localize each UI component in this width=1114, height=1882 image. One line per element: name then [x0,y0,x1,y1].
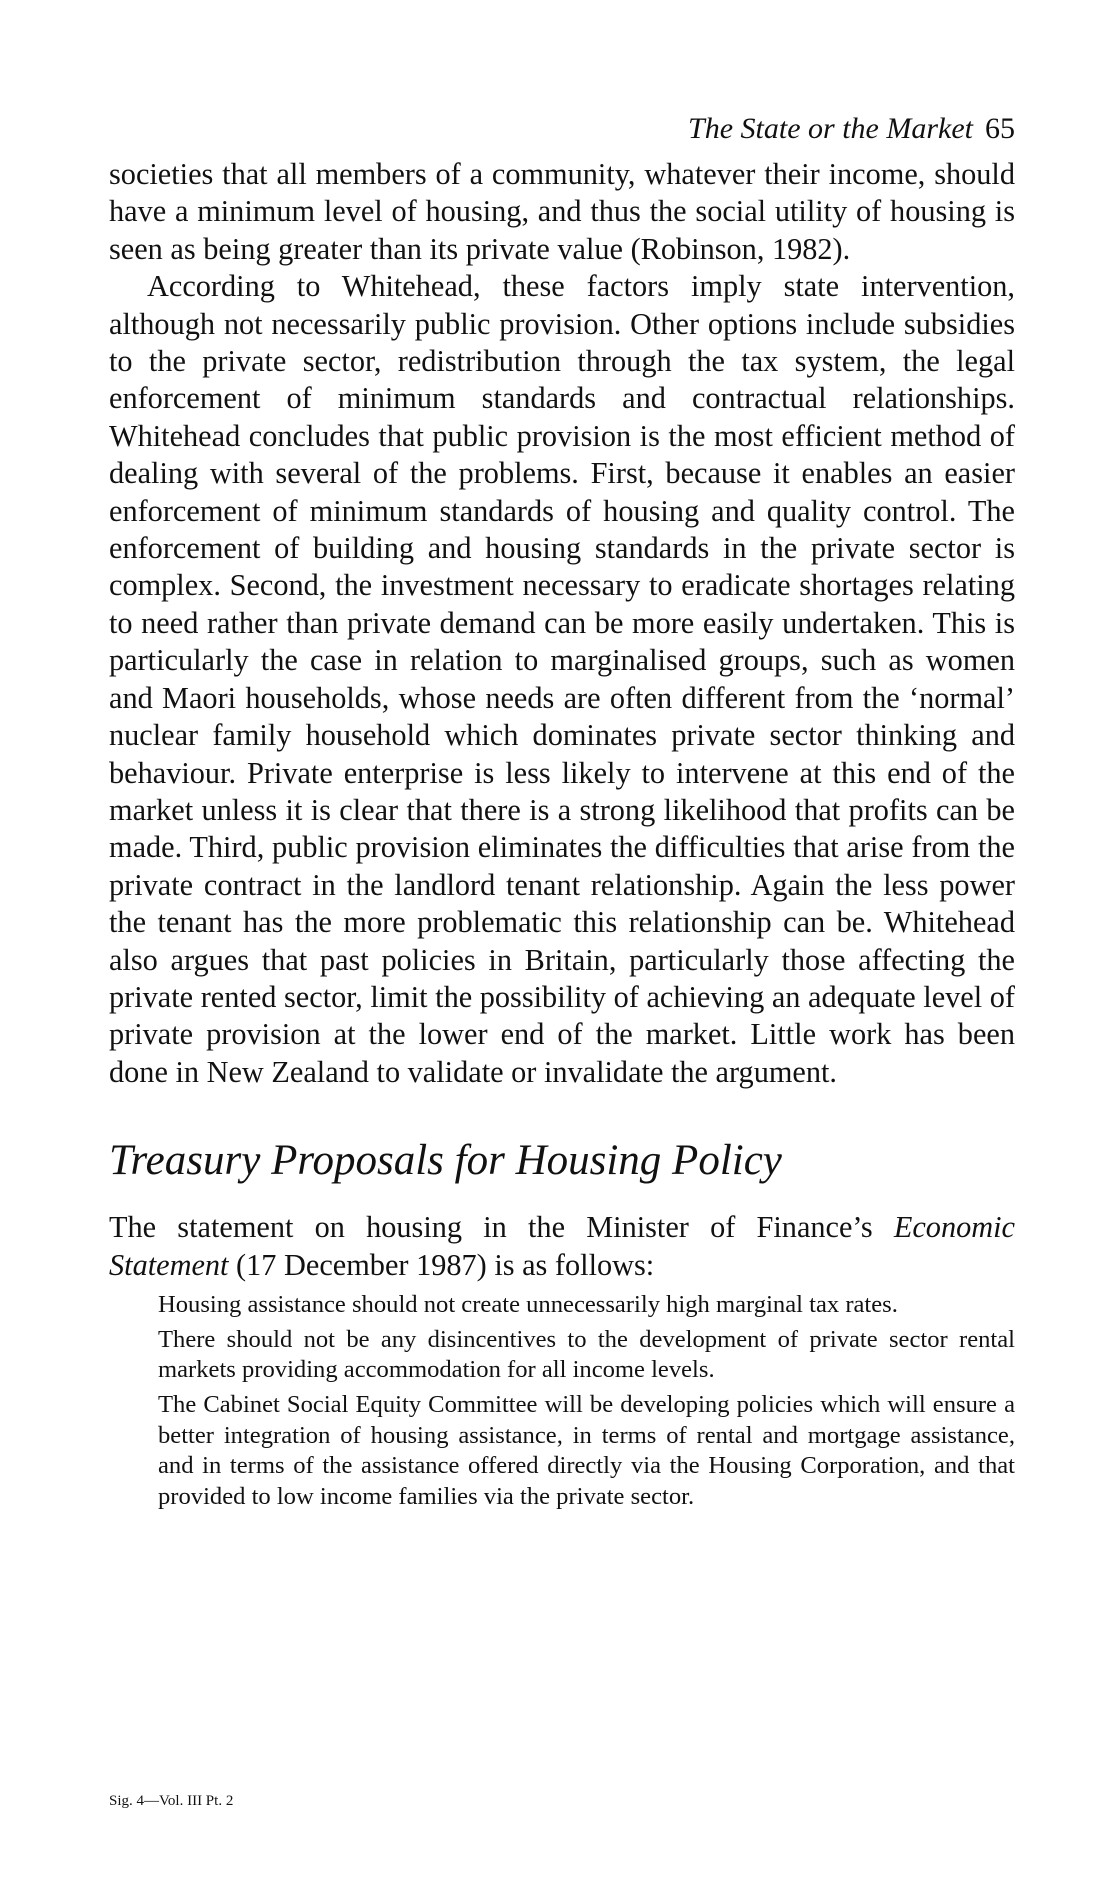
quote-paragraph: There should not be any disincentives to the development of private sector rental markets providing accommodation for all income levels. [158,1325,1015,1384]
block-quote [158,1290,1015,1513]
paragraph-whitehead: According to Whitehead, these factors imply state intervention, although not necessarily public provision. Other options include subsidies to the private sector, redistribution through the tax system, the legal enforcement of minimum standards and contractual relationships. Whitehead concludes that public provision is the most efficient method of dealing with several of the problems. First, because it enables an easier enforcement of minimum standards of housing and quality control. The enforcement of building and housing standards in the private sector is complex. Second, the investment necessary to eradicate shortages relating to need rather than private demand can be more easily undertaken. This is particularly the case in relation to marginalised groups, such as women and Maori households, whose needs are often different from the ‘normal’ nuclear family household which dominates private sector thinking and behaviour. Private enterprise is less likely to intervene at this end of the market unless it is clear that there is a strong likelihood that profits can be made. Third, public provision eliminates the difficulties that arise from the private contract in the landlord tenant relationship. Again the less power the tenant has the more problematic this relationship can be. Whitehead also argues that past policies in Britain, particularly those affecting the private rented sector, limit the possibility of achieving an adequate level of private provision at the lower end of the market. Little work has been done in New Zealand to validate or invalidate the argument. [109,269,1015,1089]
running-title: The State or the Market [688,112,973,145]
section-heading: Treasury Proposals for Housing Policy [109,1137,782,1185]
section-intro-text: The statement on housing in the Minister of Finance’s [109,1210,894,1245]
running-head [109,110,1015,148]
section-intro-italic: Economic Statement [109,1210,1015,1282]
section-intro-tail: (17 December 1987) is as follows: [228,1247,655,1282]
section-intro [109,1209,1015,1284]
page-number: 65 [985,112,1015,145]
paragraph-continued: societies that all members of a community, whatever their income, should have a minimum level of housing, and thus the social utility of housing is seen as being greater than its private value (Robinson, 1982). [109,157,1015,266]
quote-paragraph: Housing assistance should not create unnecessarily high marginal tax rates. [158,1290,898,1318]
signature-mark: Sig. 4—Vol. III Pt. 2 [109,1793,234,1809]
quote-paragraph: The Cabinet Social Equity Committee will be developing policies which will ensure a better integration of housing assistance, in terms of rental and mortgage assistance, and in terms of the assistance offered directly via the Housing Corporation, and that provided to low income families via the private sector. [158,1391,1015,1511]
page [109,110,1015,1517]
